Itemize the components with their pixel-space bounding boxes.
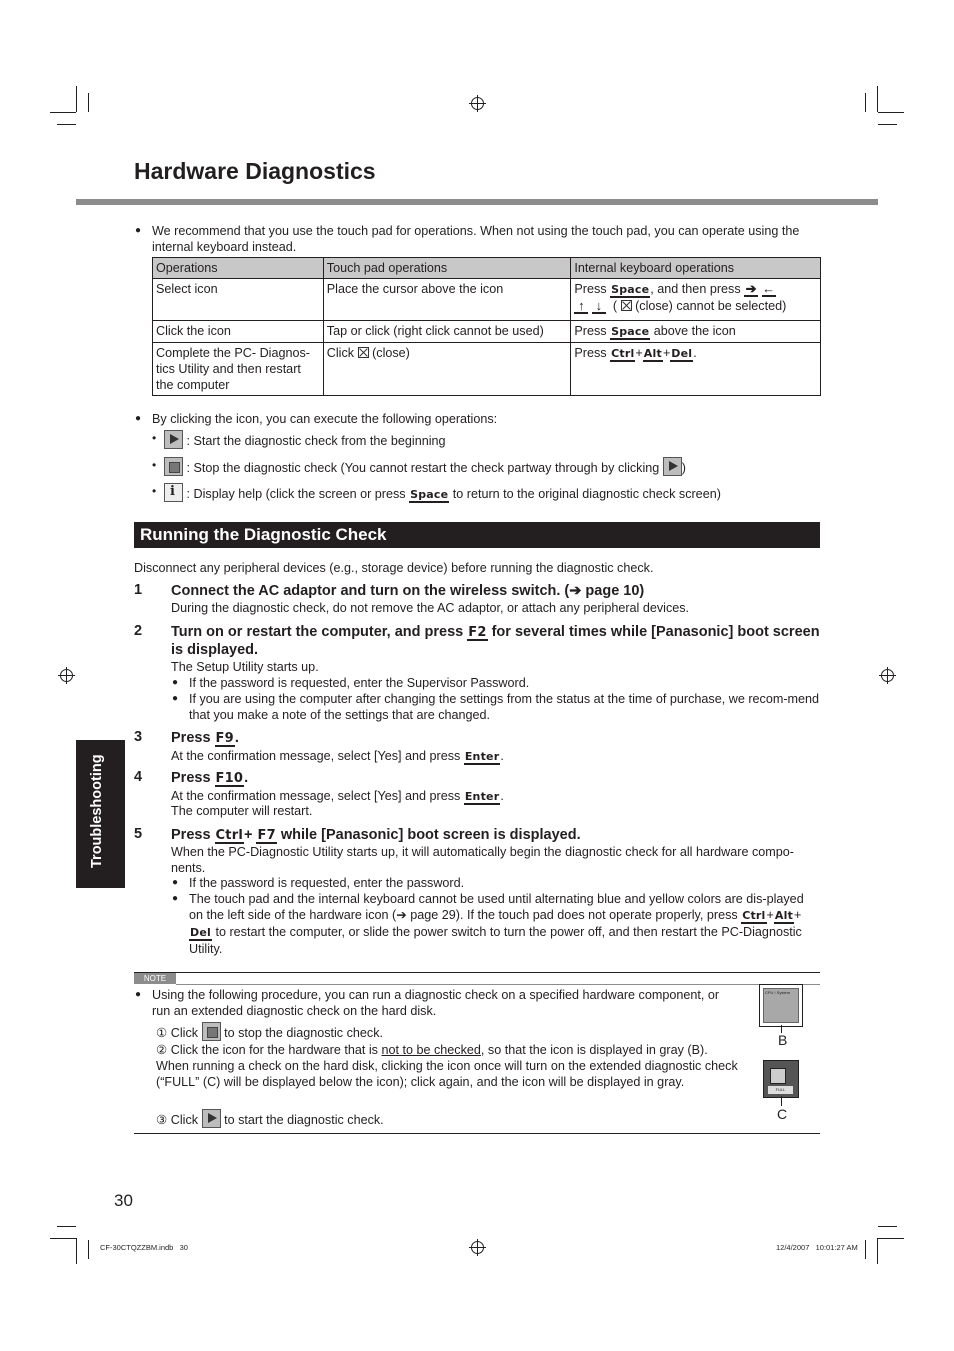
step-body: The computer will restart. (171, 804, 313, 818)
registration-mark-icon (471, 1241, 484, 1254)
del-key: Del (671, 347, 693, 360)
close-icon (621, 300, 632, 311)
side-tab: Troubleshooting (76, 740, 125, 888)
operations-table (152, 257, 821, 396)
space-key: Space (410, 488, 449, 501)
space-key: Space (611, 283, 650, 296)
table-row: Complete the PC- Diagnos-tics Utility and then restart the computer Click (close) Press Ctrl+Alt+Del. (153, 343, 821, 396)
section-intro: Disconnect any peripheral devices (e.g., storage device) before running the diagnostic check. (134, 561, 654, 575)
intro-bullet: ● We recommend that you use the touch pad for operations. When not using the touch pad, you can operate using the internal keyboard instead. (152, 223, 812, 255)
f7-key: F7 (257, 828, 276, 843)
label-c: C (777, 1106, 788, 1122)
step-body: The Setup Utility starts up. (171, 660, 319, 674)
step-number: 5 (134, 826, 143, 842)
alt-key: Alt (643, 347, 662, 360)
table-row: Click the icon Tap or click (right click cannot be used) Press Space above the icon (153, 321, 821, 343)
table-row: Select icon Place the cursor above the icon Press Space, and then press ➔ ← ↑ ↓ ( (close) cannot be selected) (153, 279, 821, 321)
arrow-up-key-icon: ↑ (574, 300, 588, 314)
registration-mark-icon (471, 97, 484, 110)
step-heading: Press Ctrl+ F7 while [Panasonic] boot screen is displayed. (171, 827, 581, 843)
f9-key: F9 (215, 731, 234, 746)
f2-key: F2 (468, 625, 487, 640)
stop-icon (164, 457, 183, 476)
enter-key: Enter (464, 790, 500, 803)
step-heading: Turn on or restart the computer, and press F2 for several times while [Panasonic] boot screen is displayed. (171, 624, 820, 658)
ctrl-key: Ctrl (742, 909, 766, 922)
page-title: Hardware Diagnostics (134, 158, 376, 184)
table-header: Operations (153, 258, 324, 279)
play-icon (663, 457, 682, 476)
arrow-down-key-icon: ↓ (592, 300, 606, 314)
note-step-3: ③ Click to start the diagnostic check. (156, 1109, 384, 1128)
footer-timestamp: 12/4/2007 10:01:27 AM (776, 1243, 858, 1252)
step-number: 2 (134, 623, 143, 639)
arrow-right-key-icon: ➔ (745, 281, 757, 296)
step-number: 1 (134, 582, 143, 598)
step-bullet: ● If the password is requested, enter the password. (189, 875, 464, 891)
info-icon (164, 483, 183, 502)
stop-icon (202, 1022, 221, 1041)
step-heading: Press F9. (171, 730, 239, 746)
ctrl-key: Ctrl (611, 347, 635, 360)
note-bullet: ● Using the following procedure, you can run a diagnostic check on a specified hardware component, or run an extended diagnostic check on the hard disk. (152, 987, 732, 1019)
table-header: Internal keyboard operations (571, 258, 821, 279)
step-bullet: ● If you are using the computer after changing the settings from the status at the time of purchase, we recom-mend that you make a note of the settings that are changed. (189, 691, 819, 723)
del-key: Del (190, 926, 211, 939)
step-bullet: ● If the password is requested, enter the Supervisor Password. (189, 675, 529, 691)
step-body: At the confirmation message, select [Yes] and press Enter. (171, 749, 504, 763)
step-number: 4 (134, 769, 143, 785)
help-item: i • : Display help (click the screen or press Space to return to the original diagnostic check screen) (164, 483, 721, 503)
callout-line (781, 1096, 782, 1106)
title-rule (76, 199, 878, 205)
full-icon-thumbnail: FULL (763, 1060, 799, 1098)
note-divider (176, 984, 820, 985)
registration-mark-icon (60, 669, 73, 682)
arrow-left-key-icon: ← (762, 281, 776, 296)
step-bullet: ● The touch pad and the internal keyboard cannot be used until alternating blue and yellow colors are dis-played on the left side of the hardware icon (➔ page 29). If the touch pad does not operate properly, press Ctrl+Alt+Del to restart the computer, or slide the power switch to turn the power off, and then restart the PC-Diagnostic Utility. (189, 891, 819, 957)
step-body: At the confirmation message, select [Yes] and press Enter. (171, 789, 504, 803)
step-number: 3 (134, 729, 143, 745)
step-body: When the PC-Diagnostic Utility starts up, it will automatically begin the diagnostic check for all hardware compo-nents. (171, 845, 794, 875)
step-heading: Connect the AC adaptor and turn on the wireless switch. (➔ page 10) (171, 583, 645, 599)
play-icon (202, 1109, 221, 1128)
note-step-1: ① Click to stop the diagnostic check. (156, 1022, 383, 1041)
play-icon (164, 430, 183, 449)
note-step-2: ② Click the icon for the hardware that is not to be checked, so that the icon is displayed in gray (B). When running a check on the hard disk, clicking the icon once will turn on the extended diagnostic check (“FULL” (C) will be displayed below the icon); click again, and the icon will be displayed in gray. (156, 1043, 738, 1089)
note-top-rule (134, 972, 820, 973)
start-item: • : Start the diagnostic check from the beginning (164, 430, 446, 449)
alt-key: Alt (774, 909, 794, 922)
section-header: Running the Diagnostic Check (134, 522, 820, 548)
step-body: During the diagnostic check, do not remove the AC adaptor, or attach any peripheral devices. (171, 601, 690, 615)
space-key: Space (611, 325, 650, 338)
note-badge: NOTE (134, 973, 176, 984)
stop-item: • : Stop the diagnostic check (You cannot restart the check partway through by clicking ) (164, 457, 686, 476)
f10-key: F10 (215, 771, 244, 786)
step-heading: Press F10. (171, 770, 249, 786)
registration-mark-icon (881, 669, 894, 682)
note-bottom-rule (134, 1133, 820, 1134)
click-bullet: ● By clicking the icon, you can execute the following operations: (152, 411, 497, 427)
close-icon (358, 347, 369, 358)
enter-key: Enter (464, 750, 500, 763)
footer-file: CF-30CTQZZBM.indb 30 (100, 1243, 188, 1252)
gray-icon-thumbnail: CPU / System (759, 984, 803, 1027)
page-number: 30 (114, 1191, 133, 1210)
ctrl-key: Ctrl (215, 828, 243, 843)
table-header: Touch pad operations (323, 258, 571, 279)
label-b: B (778, 1032, 788, 1048)
